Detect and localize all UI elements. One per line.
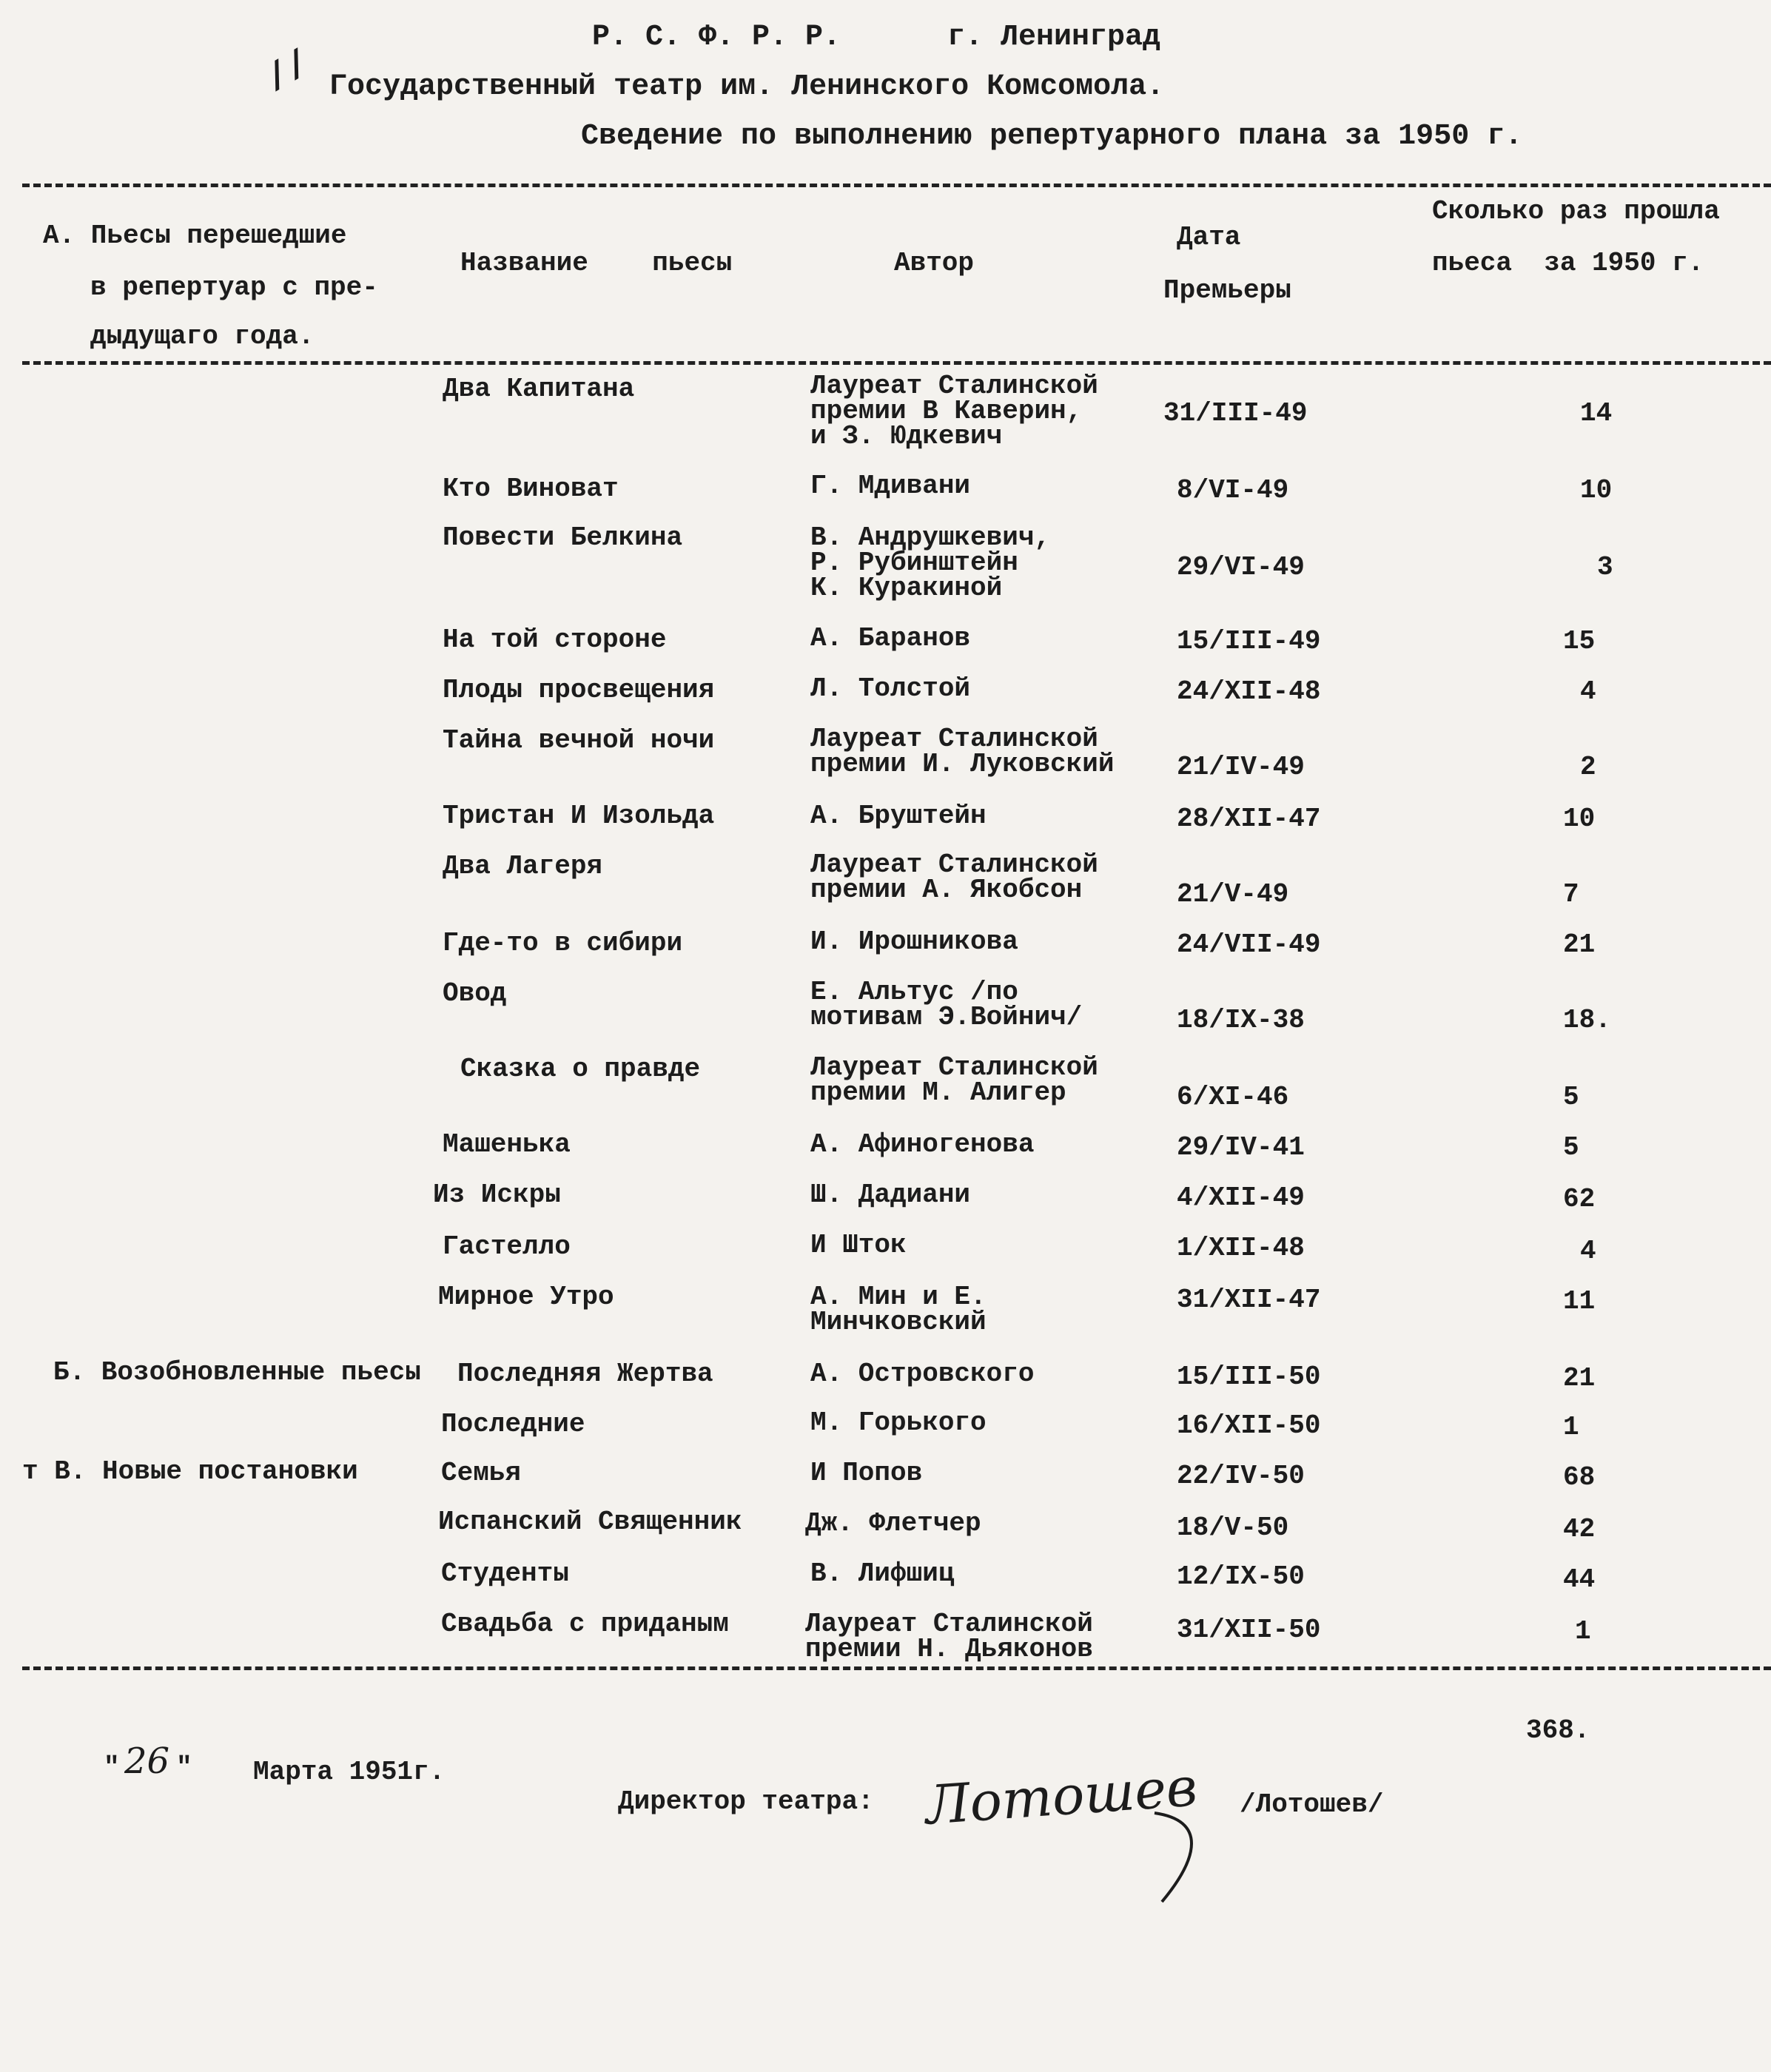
footer-day: 26 (124, 1740, 170, 1782)
divider-top (22, 184, 1771, 187)
section-a-line1: А. Пьесы перешедшие (43, 221, 347, 251)
row-title: Машенька (443, 1129, 571, 1160)
row-count: 4 (1580, 1236, 1596, 1266)
pencil-mark-icon: // (258, 43, 319, 103)
row-date: 12/IX-50 (1177, 1561, 1305, 1592)
section-v-label: т В. Новые постановки (22, 1456, 358, 1487)
row-date: 16/XII-50 (1177, 1410, 1321, 1441)
row-author: Л. Толстой (810, 673, 971, 704)
row-title: Студенты (441, 1558, 569, 1589)
row-title: На той стороне (443, 625, 667, 655)
row-title: Кто Виноват (443, 474, 619, 504)
row-date: 29/IV-41 (1177, 1132, 1305, 1163)
row-date: 31/XII-50 (1177, 1615, 1321, 1645)
director-signature: Лотошев (923, 1755, 1200, 1837)
row-author: Е. Альтус /по мотивам Э.Войнич/ (810, 977, 1083, 1032)
row-date: 28/XII-47 (1177, 804, 1321, 834)
row-author: М. Горького (810, 1407, 987, 1438)
row-title: Плоды просвещения (443, 675, 715, 705)
row-date: 31/XII-47 (1177, 1285, 1321, 1315)
row-count: 42 (1563, 1514, 1596, 1544)
row-count: 1 (1563, 1412, 1579, 1442)
row-count: 2 (1580, 752, 1596, 782)
row-count: 14 (1580, 398, 1613, 428)
row-date: 4/XII-49 (1177, 1183, 1305, 1213)
row-author: В. Лифшиц (810, 1558, 955, 1589)
total-count: 368. (1526, 1715, 1590, 1746)
row-title: Сказка о правде (460, 1054, 701, 1084)
row-date: 1/XII-48 (1177, 1233, 1305, 1263)
header-city: г. Ленинград (947, 21, 1161, 54)
row-date: 22/IV-50 (1177, 1461, 1305, 1491)
document-title: Сведение по выполнению репертуарного плана за 1950 г. (581, 120, 1523, 153)
row-title: Мирное Утро (438, 1282, 614, 1312)
column-header-date-2: Премьеры (1163, 275, 1291, 306)
divider-header (22, 361, 1771, 365)
row-title: Гастелло (443, 1231, 571, 1262)
row-date: 8/VI-49 (1177, 475, 1289, 505)
director-name: /Лотошев/ (1240, 1789, 1384, 1820)
row-count: 3 (1597, 552, 1613, 582)
row-count: 68 (1563, 1462, 1596, 1493)
row-title: Свадьба с приданым (441, 1609, 729, 1639)
row-title: Из Искры (433, 1180, 561, 1210)
divider-bottom (22, 1666, 1771, 1670)
row-author: А. Бруштейн (810, 801, 987, 831)
row-author: Лауреат Сталинской премии Н. Дьяконов (805, 1609, 1093, 1664)
row-count: 4 (1580, 676, 1596, 707)
row-date: 15/III-50 (1177, 1362, 1321, 1392)
column-header-date-1: Дата (1177, 222, 1241, 252)
row-count: 10 (1563, 804, 1596, 834)
row-count: 44 (1563, 1564, 1596, 1595)
row-title: Последние (441, 1409, 585, 1439)
row-author: А. Баранов (810, 623, 971, 653)
row-title: Тристан И Изольда (443, 801, 715, 831)
row-count: 21 (1563, 1363, 1596, 1393)
row-author: И Шток (810, 1230, 907, 1260)
row-title: Два Капитана (443, 374, 635, 404)
column-header-author: Автор (894, 248, 975, 278)
row-author: В. Андрушкевич, Р. Рубинштейн К. Куракиной (810, 522, 1051, 603)
column-header-name: Название пьесы (460, 248, 733, 278)
row-date: 21/IV-49 (1177, 752, 1305, 782)
row-author: И. Ирошникова (810, 926, 1018, 957)
row-count: 18. (1563, 1005, 1611, 1035)
row-author: Дж. Флетчер (805, 1508, 981, 1538)
row-date: 18/V-50 (1177, 1513, 1289, 1543)
row-author: А. Афиногенова (810, 1129, 1035, 1160)
row-count: 21 (1563, 929, 1596, 960)
row-count: 7 (1563, 879, 1579, 909)
row-count: 5 (1563, 1082, 1579, 1112)
row-author: Лауреат Сталинской премии М. Алигер (810, 1052, 1098, 1108)
signature-stroke-icon (1140, 1806, 1214, 1909)
row-author: А. Мин и Е. Минчковский (810, 1282, 987, 1337)
row-title: Овод (443, 978, 507, 1009)
row-author: Лауреат Сталинской премии В Каверин, и З. Юдкевич (810, 371, 1098, 451)
row-count: 1 (1575, 1616, 1591, 1646)
row-author: А. Островского (810, 1359, 1035, 1389)
header-theatre: Государственный театр им. Ленинского Комсомола. (329, 70, 1165, 104)
row-author: И Попов (810, 1458, 923, 1488)
row-date: 29/VI-49 (1177, 552, 1305, 582)
director-label: Директор театра: (618, 1786, 874, 1817)
row-date: 24/VII-49 (1177, 929, 1321, 960)
row-title: Два Лагеря (443, 851, 603, 881)
header-rsfsr: Р. С. Ф. Р. Р. (592, 21, 841, 54)
column-header-count-2: пьеса за 1950 г. (1432, 248, 1704, 278)
row-count: 15 (1563, 626, 1596, 656)
row-author: Г. Мдивани (810, 471, 971, 501)
date-quote-close: " (176, 1752, 192, 1783)
row-title: Повести Белкина (443, 522, 683, 553)
row-date: 24/XII-48 (1177, 676, 1321, 707)
row-count: 11 (1563, 1286, 1596, 1316)
row-date: 31/III-49 (1163, 398, 1308, 428)
row-title: Испанский Священник (438, 1507, 742, 1537)
row-title: Последняя Жертва (457, 1359, 713, 1389)
footer-month-year: Марта 1951г. (253, 1757, 446, 1787)
row-count: 5 (1563, 1132, 1579, 1163)
section-b-label: Б. Возобновленные пьесы (53, 1357, 421, 1388)
row-author: Лауреат Сталинской премии А. Якобсон (810, 850, 1098, 905)
row-count: 10 (1580, 475, 1613, 505)
row-title: Тайна вечной ночи (443, 725, 715, 756)
row-date: 6/XI-46 (1177, 1082, 1289, 1112)
row-author: Ш. Дадиани (810, 1180, 971, 1210)
date-quote-open: " (104, 1752, 120, 1783)
section-a-line2: в репертуар с пре- (90, 272, 378, 303)
row-title: Где-то в сибири (443, 928, 683, 958)
section-a-line3: дыдущаго года. (90, 321, 315, 352)
row-author: Лауреат Сталинской премии И. Луковский (810, 724, 1115, 779)
row-date: 21/V-49 (1177, 879, 1289, 909)
column-header-count-1: Сколько раз прошла (1432, 196, 1720, 226)
row-date: 18/IX-38 (1177, 1005, 1305, 1035)
row-title: Семья (441, 1458, 522, 1488)
row-count: 62 (1563, 1184, 1596, 1214)
row-date: 15/III-49 (1177, 626, 1321, 656)
